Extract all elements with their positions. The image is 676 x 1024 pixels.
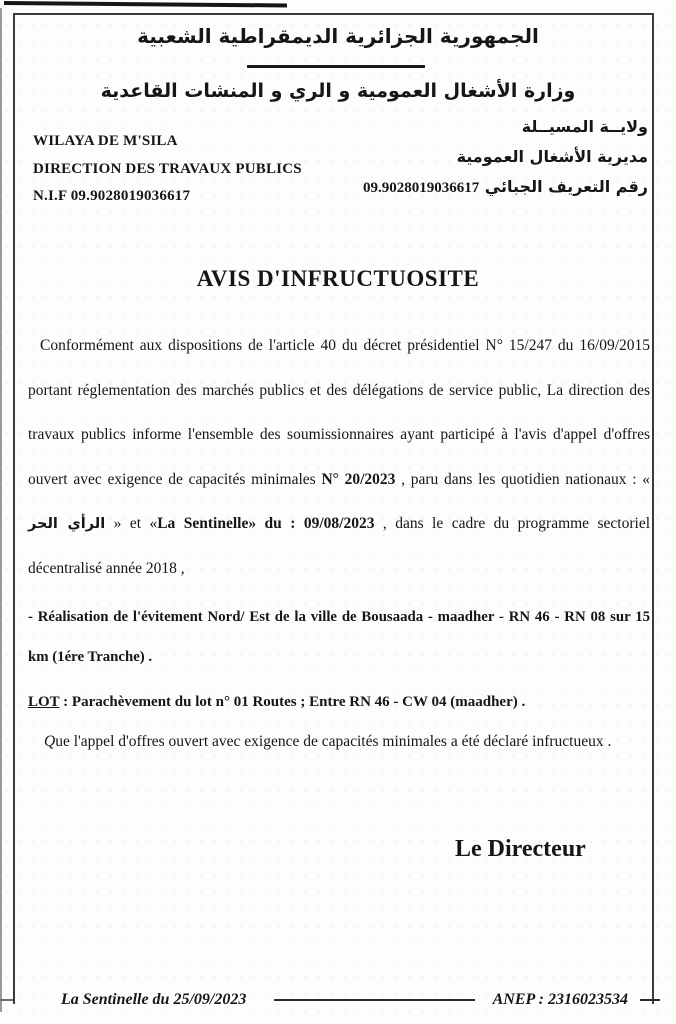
issuer-block-french: [33, 128, 302, 211]
nif-number-french: N.I.F 09.9028019036617: [33, 188, 191, 204]
footer-divider-rule: [274, 999, 474, 1001]
footer-end-rule: [640, 999, 660, 1001]
nif-label-arabic: رقم التعريف الجبائي: [484, 177, 648, 196]
republic-name-arabic: الجمهورية الجزائرية الديمقراطية الشعبية: [137, 24, 539, 48]
director-signature-label: Le Directeur: [455, 836, 586, 862]
direction-name-french: DIRECTION DES TRAVAUX PUBLICS: [33, 160, 302, 177]
nif-number-arabic: 09.9028019036617: [362, 180, 480, 196]
nif-line-arabic: [363, 172, 648, 203]
conclusion-initial: Q: [44, 733, 56, 750]
notice-text-3: » et «: [105, 515, 158, 532]
notice-text-2: , paru dans les quotidien nationaux : «: [395, 470, 651, 488]
lot-text: : Parachèvement du lot n° 01 Routes ; Entre RN 46 - CW 04 (maadher) .: [59, 694, 526, 710]
project-description: - Réalisation de l'évitement Nord/ Est de la ville de Bousaada - maadher - RN 46 - RN 08 sur 15 km (1ére Tranche) .: [28, 609, 650, 665]
header-divider-rule: [247, 65, 425, 68]
conclusion-statement: [28, 722, 650, 762]
conclusion-text: ue l'appel d'offres ouvert avec exigence de capacités minimales a été déclaré infructueux .: [55, 733, 612, 750]
anep-reference: ANEP : 2316023534: [489, 989, 632, 1011]
journal-reference: La Sentinelle du 25/09/2023: [55, 989, 252, 1011]
ministry-name-arabic: وزارة الأشغال العمومية و الري و المنشات القاعدية: [100, 80, 576, 102]
publication-date: 09/08/2023: [303, 515, 375, 532]
scan-artifact-left-line: [0, 8, 2, 1012]
direction-name-arabic: مديرية الأشغال العمومية: [456, 147, 648, 166]
document-title: AVIS D'INFRUCTUOSITE: [196, 266, 480, 291]
notice-text-1: Conformément aux dispositions de l'article 40 du décret présidentiel N° 15/247 du 16/09/2015 portant réglementation des marchés publics et des délégations de service public, La direction des travaux publics informe l'ensemble des soumissionnaires ayant participé à l'avis d'appel d'offres ouvert avec exigence de capacités minimales: [28, 337, 650, 488]
issuer-block-arabic: [363, 112, 648, 203]
lot-label: LOT: [28, 694, 60, 710]
scan-artifact-top-line: [4, 1, 287, 7]
wilaya-name-french: WILAYA DE M'SILA: [33, 133, 178, 149]
footer: [0, 984, 676, 1016]
notice-text-4: » du :: [248, 515, 304, 532]
lot-description: [28, 682, 650, 722]
tender-number: N° 20/2023: [321, 470, 396, 488]
wilaya-name-arabic: ولايــة المسيــلة: [521, 117, 648, 136]
newspaper-name-arabic: الرأي الحر: [28, 516, 106, 532]
notice-text-5: , dans le cadre du programme sectoriel décentralisé année 2018 ,: [28, 515, 651, 577]
notice-paragraph: [28, 324, 650, 591]
newspaper-name-french: La Sentinelle: [157, 515, 249, 532]
footer-left-dash: [0, 999, 13, 1001]
